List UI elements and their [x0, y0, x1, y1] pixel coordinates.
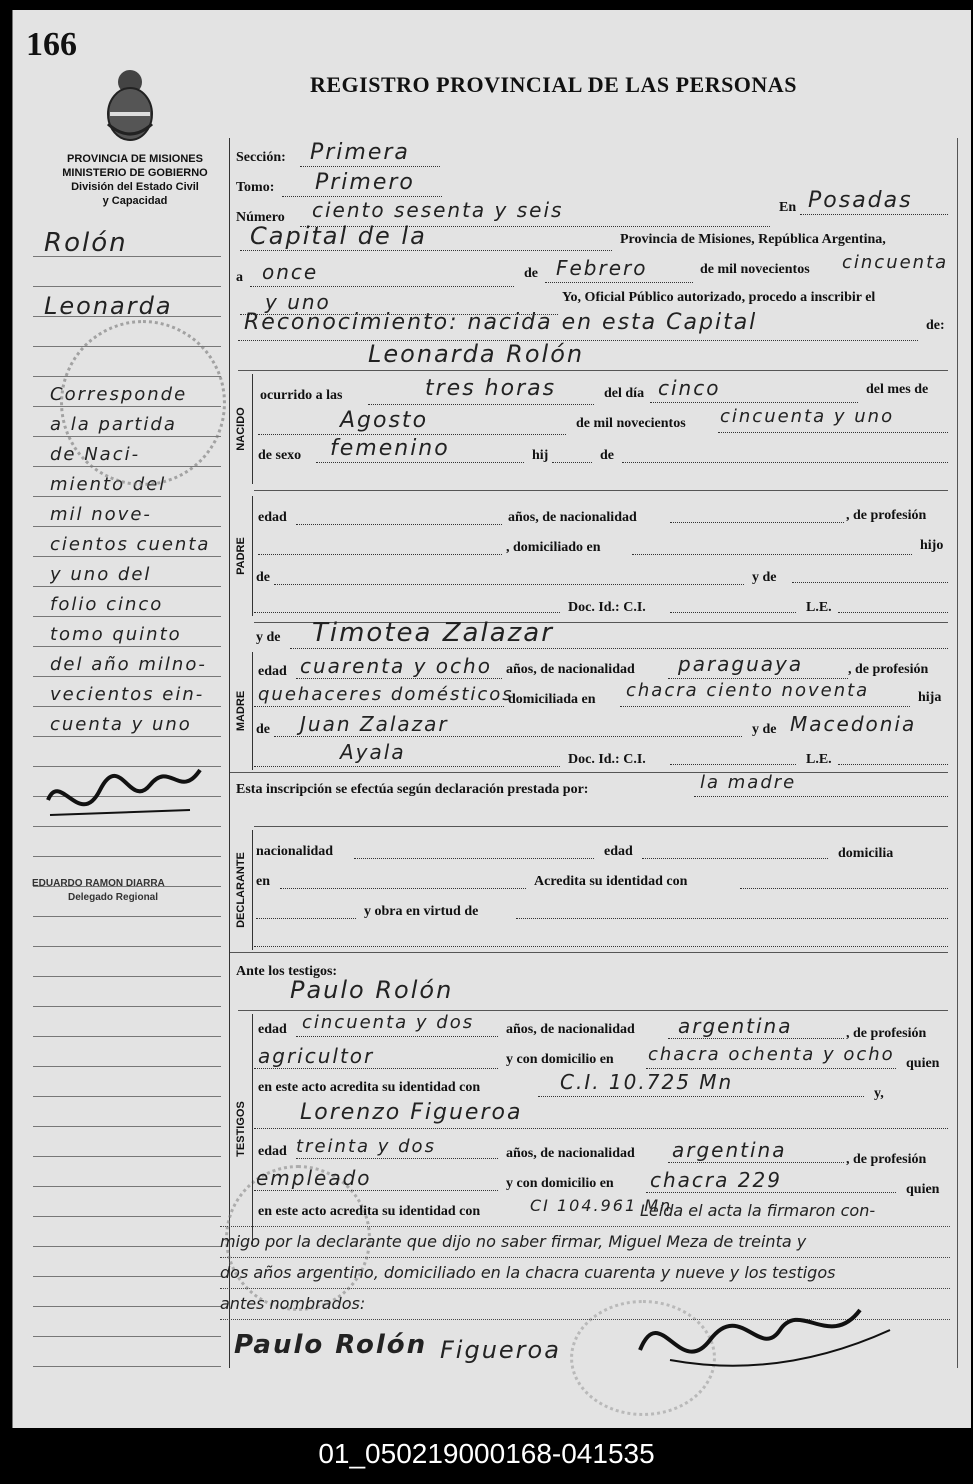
dia-nac-value: cinco [658, 376, 721, 400]
label-a: a [236, 270, 243, 285]
margin-note-line: cientos cuenta [50, 534, 211, 555]
margin-rule [33, 1096, 221, 1097]
anio-nac-value: cincuenta y uno [720, 406, 895, 427]
testigo1-nombre-value: Paulo Rolón [290, 976, 454, 1004]
testigo1-documento-value: C.I. 10.725 Mn [560, 1070, 734, 1094]
stamp-title: Delegado Regional [68, 892, 159, 903]
signature-testigo1: Paulo Rolón [234, 1330, 428, 1360]
section-tag-declarante: DECLARANTE [230, 830, 253, 950]
margin-rule [33, 1156, 221, 1157]
margin-note-line: miento del [50, 474, 167, 495]
label-anos-t2: años, de nacionalidad [506, 1146, 635, 1161]
margin-note-line: de Naci- [50, 444, 141, 465]
label-nacionalidad-decl: nacionalidad [256, 844, 334, 859]
label-ocurrido: ocurrido a las [260, 388, 343, 403]
label-en-decl: en [256, 874, 270, 889]
testigo1-profesion-value: agricultor [258, 1044, 375, 1068]
coat-of-arms-icon [100, 64, 160, 144]
acto-value: Reconocimiento: nacida en esta Capital [244, 310, 758, 335]
label-edad-t1: edad [258, 1022, 287, 1037]
margin-rule [33, 1306, 221, 1307]
label-seccion: Sección: [236, 150, 286, 165]
margin-rule [33, 1036, 221, 1037]
madre-profesion-value: quehaceres domésticos [258, 684, 514, 705]
testigo2-nombre-value: Lorenzo Figueroa [300, 1100, 523, 1125]
label-hijo: hijo [920, 538, 944, 553]
margin-rule [33, 1336, 221, 1337]
lugar-value: Posadas [808, 188, 913, 213]
signature-testigo2: Figueroa [440, 1336, 561, 1364]
margin-rule [33, 1126, 221, 1127]
mes-nac-value: Agosto [340, 408, 429, 433]
margin-note-line: del año milno- [50, 654, 207, 675]
agency-line: MINISTERIO DE GOBIERNO [62, 167, 208, 179]
label-obra: y obra en virtud de [364, 904, 479, 919]
margin-rule [33, 946, 221, 947]
label-del-mes: del mes de [866, 382, 929, 397]
section-tag-nacido: NACIDO [230, 374, 253, 484]
label-con-domicilio-t2: y con domicilio en [506, 1176, 614, 1191]
label-numero: Número [236, 210, 285, 225]
label-de-hij: de [600, 448, 614, 463]
label-acredita: Acredita su identidad con [534, 874, 688, 889]
testigo2-edad-value: treinta y dos [296, 1136, 436, 1157]
nombre-value: Leonarda Rolón [368, 340, 585, 368]
margin-rule [33, 1276, 221, 1277]
testigo2-nacionalidad-value: argentina [672, 1138, 787, 1162]
label-y-de-padre: y de [752, 570, 777, 585]
label-ante-testigos: Ante los testigos: [236, 964, 338, 979]
label-de-madre: de [256, 722, 270, 737]
label-sexo: de sexo [258, 448, 302, 463]
section-tag-madre: MADRE [230, 652, 253, 770]
madre-madre1-value: Macedonia [790, 712, 917, 736]
margin-surname: Rolón [44, 228, 128, 258]
margin-rule [33, 1006, 221, 1007]
label-profesion-madre: , de profesión [848, 662, 929, 677]
margin-note-line: y uno del [50, 564, 152, 585]
testigo2-profesion-value: empleado [256, 1166, 372, 1190]
madre-domicilio-value: chacra ciento noventa [626, 680, 870, 701]
margin-note-line: folio cinco [50, 594, 164, 615]
tomo-value: Primero [315, 170, 415, 195]
label-tomo: Tomo: [236, 180, 275, 195]
seccion-value: Primera [310, 140, 410, 165]
label-anos-madre: años, de nacionalidad [506, 662, 635, 677]
margin-rule [33, 1366, 221, 1367]
margin-rule [33, 1066, 221, 1067]
label-con-domicilio-t1: y con domicilio en [506, 1052, 614, 1067]
hora-value: tres horas [425, 376, 557, 401]
madre-nombre-value: Timotea Zalazar [312, 618, 554, 648]
label-edad-madre: edad [258, 664, 287, 679]
document-title: REGISTRO PROVINCIAL DE LAS PERSONAS [310, 72, 797, 97]
agency-line: y Capacidad [102, 195, 168, 207]
section-tag-testigos: TESTIGOS [230, 1014, 253, 1244]
mes-value: Febrero [556, 256, 648, 280]
margin-rule [33, 1186, 221, 1187]
margin-note-line: tomo quinto [50, 624, 182, 645]
margin-note-line: a la partida [50, 414, 177, 435]
closing-line: migo por la declarante que dijo no saber firmar, Miguel Meza de treinta y [220, 1227, 950, 1258]
label-anos-t1: años, de nacionalidad [506, 1022, 635, 1037]
label-y-de-madre2: y de [752, 722, 777, 737]
label-profesion-padre: , de profesión [846, 508, 927, 523]
closing-line: Leída el acta la firmaron con- [220, 1196, 950, 1227]
sexo-value: femenino [330, 436, 450, 461]
testigo1-domicilio-value: chacra ochenta y ocho [648, 1044, 895, 1065]
margin-note-line: vecientos ein- [50, 684, 205, 705]
label-hij: hij [532, 448, 549, 463]
signature-official [630, 1290, 900, 1390]
margin-rule [33, 976, 221, 977]
label-acredita-t2: en este acto acredita su identidad con [258, 1204, 481, 1219]
label-profesion-t2: , de profesión [846, 1152, 927, 1167]
label-de: de [524, 266, 538, 281]
label-domiciliado: , domiciliado en [506, 540, 601, 555]
madre-edad-value: cuarenta y ocho [300, 654, 492, 678]
label-doc-padre: Doc. Id.: C.I. [568, 600, 646, 615]
label-edad-decl: edad [604, 844, 633, 859]
margin-rule [33, 1216, 221, 1217]
capital-value: Capital de la [250, 222, 427, 250]
label-mil-novecientos-2: de mil novecientos [576, 416, 686, 431]
label-edad-padre: edad [258, 510, 287, 525]
label-le-padre: L.E. [806, 600, 832, 615]
dia-value: once [262, 260, 319, 284]
numero-value: ciento sesenta y seis [312, 198, 564, 222]
label-domicilia: domicilia [838, 846, 894, 861]
margin-note-line: cuenta y uno [50, 714, 192, 735]
agency-line: PROVINCIA DE MISIONES [67, 153, 203, 165]
agency-line: División del Estado Civil [71, 181, 199, 193]
footer-code: 01_050219000168-041535 [318, 1438, 655, 1469]
label-domiciliada: domiciliada en [508, 692, 596, 707]
margin-rule [33, 856, 221, 857]
label-y-comma: y, [874, 1086, 884, 1101]
margin-note-line: Corresponde [50, 384, 188, 405]
label-oficial: Yo, Oficial Público autorizado, procedo a inscribir el [562, 290, 876, 305]
label-y-de-madre: y de [256, 630, 281, 645]
label-hija: hija [918, 690, 942, 705]
label-declaracion: Esta inscripción se efectúa según declaración prestada por: [236, 782, 589, 797]
label-acredita-t1: en este acto acredita su identidad con [258, 1080, 481, 1095]
madre-padre-value: Juan Zalazar [300, 712, 449, 736]
label-provincia: Provincia de Misiones, República Argentina, [620, 232, 886, 247]
margin-signature [40, 760, 210, 840]
madre-madre2-value: Ayala [340, 740, 406, 764]
testigo2-domicilio-value: chacra 229 [650, 1168, 782, 1192]
testigo1-edad-value: cincuenta y dos [302, 1012, 475, 1033]
margin-rule [33, 916, 221, 917]
label-profesion-t1: , de profesión [846, 1026, 927, 1041]
label-anos-padre: años, de nacionalidad [508, 510, 637, 525]
label-de-colon: de: [926, 318, 945, 333]
label-del-dia: del día [604, 386, 645, 401]
margin-note-line: mil nove- [50, 504, 152, 525]
testigo1-nacionalidad-value: argentina [678, 1014, 793, 1038]
declarante-value: la madre [700, 772, 797, 793]
label-edad-t2: edad [258, 1144, 287, 1159]
closing-line: dos años argentino, domiciliado en la chacra cuarenta y nueve y los testigos [220, 1258, 950, 1289]
label-quien-t1: quien [906, 1056, 940, 1071]
madre-nacionalidad-value: paraguaya [678, 652, 804, 676]
stamp-name: EDUARDO RAMON DIARRA [32, 878, 165, 889]
testigo2-documento-value: CI 104.961 Mn [530, 1196, 673, 1215]
margin-given-name: Leonarda [44, 292, 173, 320]
label-mil-novecientos: de mil novecientos [700, 262, 810, 277]
label-de-padre: de [256, 570, 270, 585]
margin-rule [33, 1246, 221, 1247]
label-doc-madre: Doc. Id.: C.I. [568, 752, 646, 767]
margin-rule [33, 286, 221, 287]
label-le-madre: L.E. [806, 752, 832, 767]
label-en: En [779, 200, 797, 215]
agency-block [40, 152, 230, 208]
section-tag-padre: PADRE [230, 496, 253, 616]
anio1-value: cincuenta [842, 252, 949, 273]
seal-stamp [60, 320, 226, 486]
closing-line: antes nombrados: [220, 1289, 950, 1320]
label-quien-t2: quien [906, 1182, 940, 1197]
anio2-value: y uno [265, 290, 331, 314]
page-number: 166 [26, 26, 77, 63]
